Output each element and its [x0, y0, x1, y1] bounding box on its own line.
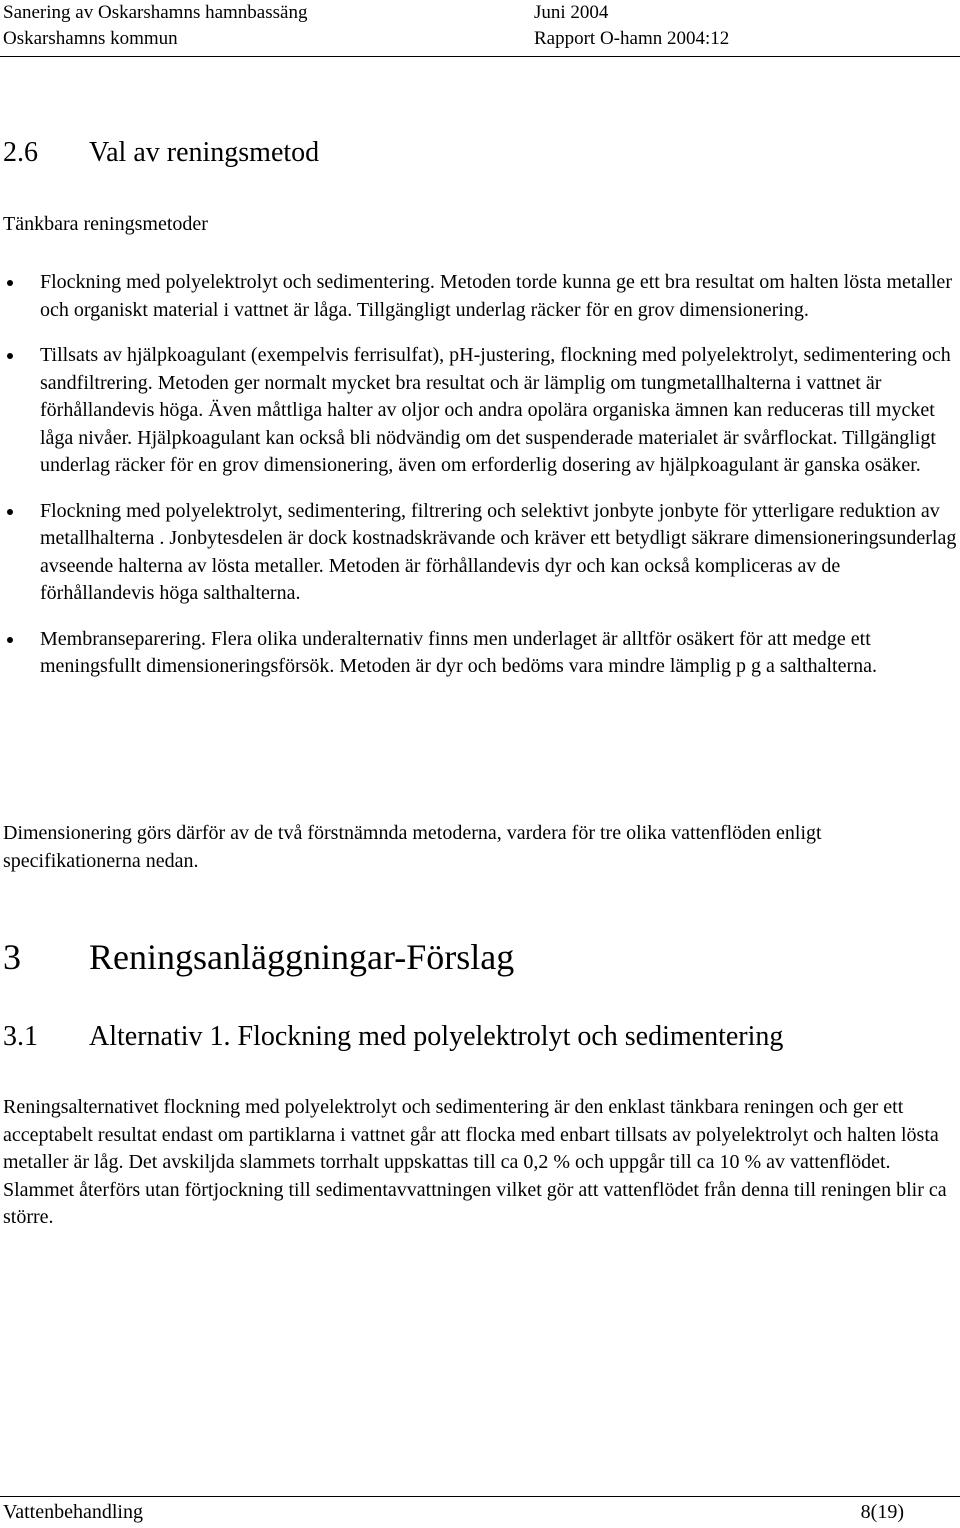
- footer-chapter: Vattenbehandling: [3, 1501, 143, 1523]
- method-list: [0, 269, 960, 681]
- section-number: 3.1: [3, 1021, 38, 1052]
- section-number: 3: [3, 937, 21, 977]
- section-title: Reningsanläggningar-Förslag: [89, 937, 515, 977]
- bullet-icon: [7, 637, 13, 643]
- section-heading-2-6: [3, 137, 319, 169]
- list-item: [0, 498, 958, 608]
- bullet-icon: [7, 353, 13, 359]
- header-report-number: Rapport O-hamn 2004:12: [534, 28, 730, 49]
- section-title: Val av reningsmetod: [89, 137, 320, 168]
- list-item-text: Membranseparering. Flera olika underalternativ finns men underlaget är alltför osäkert för att medge ett meningsfullt dimensioneringsförsök. Metoden är dyr och bedöms vara mindre lämplig p g a salthalterna.: [40, 627, 878, 677]
- list-item-text: Flockning med polyelektrolyt, sedimentering, filtrering och selektivt jonbyte jonbyte för ytterligare reduktion av metallhalterna . Jonbytesdelen är dock kostnadskrävande och kräver ett betydligt säkrare dimensioneringsunderlag avseende halterna av lösta metaller. Metoden är förhållandevis dyr och kan också kompliceras av de förhållandevis höga salthalterna.: [40, 499, 957, 604]
- section-number: 2.6: [3, 137, 38, 168]
- header-date: Juni 2004: [534, 2, 609, 23]
- page-number: 8(19): [860, 1501, 904, 1523]
- bullet-icon: [7, 280, 13, 286]
- list-item-text: Tillsats av hjälpkoagulant (exempelvis ferrisulfat), pH-justering, flockning med polyelektrolyt, sedimentering och sandfiltrering. Metoden ger normalt mycket bra resultat och är lämplig om tungmetallhalterna i vattnet är förhållandevis höga. Även måttliga halter av oljor och andra opolära organiska ämnen kan reduceras till mycket låga nivåer. Hjälpkoagulant kan också bli nödvändig om det suspenderade materialet är svårflockat. Tillgängligt underlag räcker för en grov dimensionering, även om erforderlig dosering av hjälpkoagulant är ganska osäker.: [40, 344, 951, 476]
- header-title: Sanering av Oskarshamns hamnbassäng: [3, 2, 308, 23]
- conclusion-paragraph: Dimensionering görs därför av de två förstnämnda metoderna, vardera för tre olika vattenflöden enligt specifikationerna nedan.: [3, 822, 822, 872]
- bullet-icon: [7, 509, 13, 515]
- list-item: [0, 626, 958, 681]
- section-heading-3-1: [3, 1021, 783, 1053]
- section-title: Alternativ 1. Flockning med polyelektrolyt och sedimentering: [89, 1021, 784, 1052]
- header-organization: Oskarshamns kommun: [3, 28, 178, 49]
- section-subtitle: Tänkbara reningsmetoder: [3, 213, 208, 235]
- section-body-paragraph: Reningsalternativet flockning med polyelektrolyt och sedimentering är den enklast tänkbara reningen och ger ett acceptabelt resultat endast om partiklarna i vattnet går att flocka med enbart tillsats av polyelektrolyt och halten lösta metaller är låg. Det avskiljda slammets torrhalt uppskattas till ca 0,2 % och uppgår till ca 10 % av vattenflödet. Slammet återförs utan förtjockning till sedimentavvattningen vilket gör att vattenflödet från denna till reningen blir ca större.: [3, 1096, 947, 1228]
- list-item: [0, 269, 958, 324]
- footer-divider: [0, 1496, 960, 1497]
- section-heading-3: [3, 936, 514, 978]
- list-item: [0, 342, 958, 480]
- list-item-text: Flockning med polyelektrolyt och sedimentering. Metoden torde kunna ge ett bra resultat om halten lösta metaller och organiskt material i vattnet är låga. Tillgängligt underlag räcker för en grov dimensionering.: [40, 271, 952, 321]
- header-divider: [0, 56, 960, 57]
